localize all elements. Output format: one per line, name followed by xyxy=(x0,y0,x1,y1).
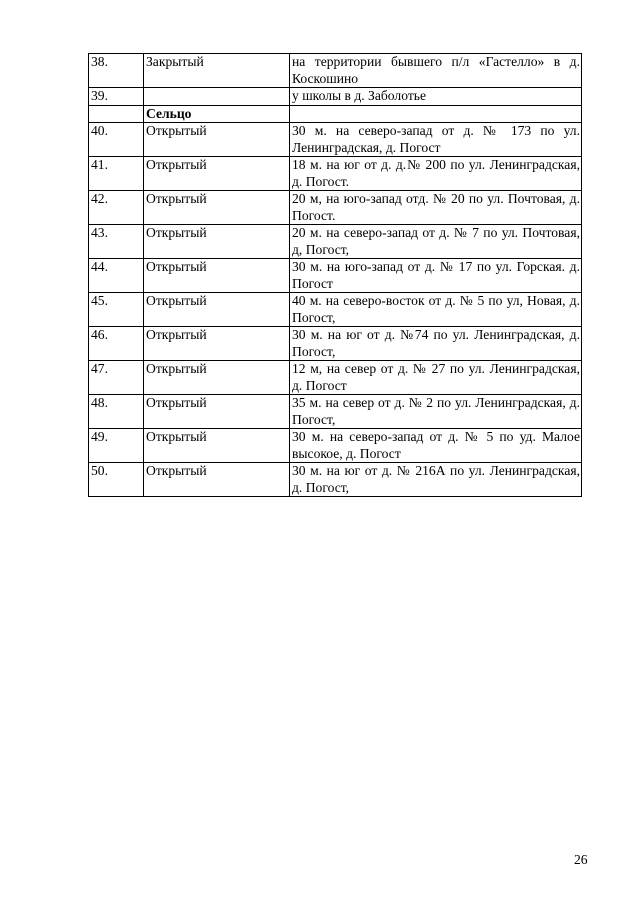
source-location: 20 м, на юго-запад отд. № 20 по ул. Почтовая, д. Погост. xyxy=(290,191,582,225)
row-number: 50. xyxy=(89,463,144,497)
table-row xyxy=(89,327,582,361)
table-row xyxy=(89,395,582,429)
row-number: 44. xyxy=(89,259,144,293)
page-number: 26 xyxy=(574,852,588,867)
source-location: 35 м. на север от д. № 2 по ул. Ленинградская, д. Погост, xyxy=(290,395,582,429)
row-number: 47. xyxy=(89,361,144,395)
table-row xyxy=(89,429,582,463)
row-number: 46. xyxy=(89,327,144,361)
source-location: 40 м. на северо-восток от д. № 5 по ул, Новая, д. Погост, xyxy=(290,293,582,327)
table-row xyxy=(89,259,582,293)
water-source-table xyxy=(88,53,582,497)
source-type: Открытый xyxy=(144,361,290,395)
table-row xyxy=(89,361,582,395)
source-type xyxy=(144,88,290,106)
source-location: 30 м. на юго-запад от д. № 17 по ул. Горская. д. Погост xyxy=(290,259,582,293)
source-location: 30 м. на северо-запад от д. № 173 по ул. Ленинградская, д. Погост xyxy=(290,123,582,157)
row-number: 43. xyxy=(89,225,144,259)
source-type: Открытый xyxy=(144,293,290,327)
row-number: 48. xyxy=(89,395,144,429)
source-location: 18 м. на юг от д. д.№ 200 по ул. Ленинградская, д. Погост. xyxy=(290,157,582,191)
table-row xyxy=(89,88,582,106)
source-location: на территории бывшего п/л «Гастелло» в д. Коскошино xyxy=(290,54,582,88)
source-location: 30 м. на юг от д. №74 по ул. Ленинградская, д. Погост, xyxy=(290,327,582,361)
section-row xyxy=(89,105,582,123)
table-row xyxy=(89,463,582,497)
table-body xyxy=(89,54,582,497)
source-location: 20 м. на северо-запад от д. № 7 по ул. Почтовая, д, Погост, xyxy=(290,225,582,259)
source-type: Открытый xyxy=(144,463,290,497)
table-row xyxy=(89,293,582,327)
row-number: 45. xyxy=(89,293,144,327)
source-type: Открытый xyxy=(144,191,290,225)
row-number-empty xyxy=(89,105,144,123)
row-number: 42. xyxy=(89,191,144,225)
row-number: 40. xyxy=(89,123,144,157)
source-location: 30 м. на северо-запад от д. № 5 по уд. Малое высокое, д. Погост xyxy=(290,429,582,463)
table-row xyxy=(89,54,582,88)
source-type: Закрытый xyxy=(144,54,290,88)
source-type: Открытый xyxy=(144,225,290,259)
table-row xyxy=(89,225,582,259)
row-number: 41. xyxy=(89,157,144,191)
section-heading: Сельцо xyxy=(144,105,290,123)
source-type: Открытый xyxy=(144,123,290,157)
source-type: Открытый xyxy=(144,157,290,191)
row-number: 49. xyxy=(89,429,144,463)
row-number: 38. xyxy=(89,54,144,88)
source-type: Открытый xyxy=(144,259,290,293)
source-location: 12 м, на север от д. № 27 по ул. Ленинградская, д. Погост xyxy=(290,361,582,395)
source-type: Открытый xyxy=(144,429,290,463)
table-row xyxy=(89,157,582,191)
table-row xyxy=(89,123,582,157)
source-location: у школы в д. Заболотье xyxy=(290,88,582,106)
source-location: 30 м. на юг от д. № 216А по ул. Ленинградская, д. Погост, xyxy=(290,463,582,497)
section-location-empty xyxy=(290,105,582,123)
source-type: Открытый xyxy=(144,395,290,429)
source-type: Открытый xyxy=(144,327,290,361)
row-number: 39. xyxy=(89,88,144,106)
table-row xyxy=(89,191,582,225)
